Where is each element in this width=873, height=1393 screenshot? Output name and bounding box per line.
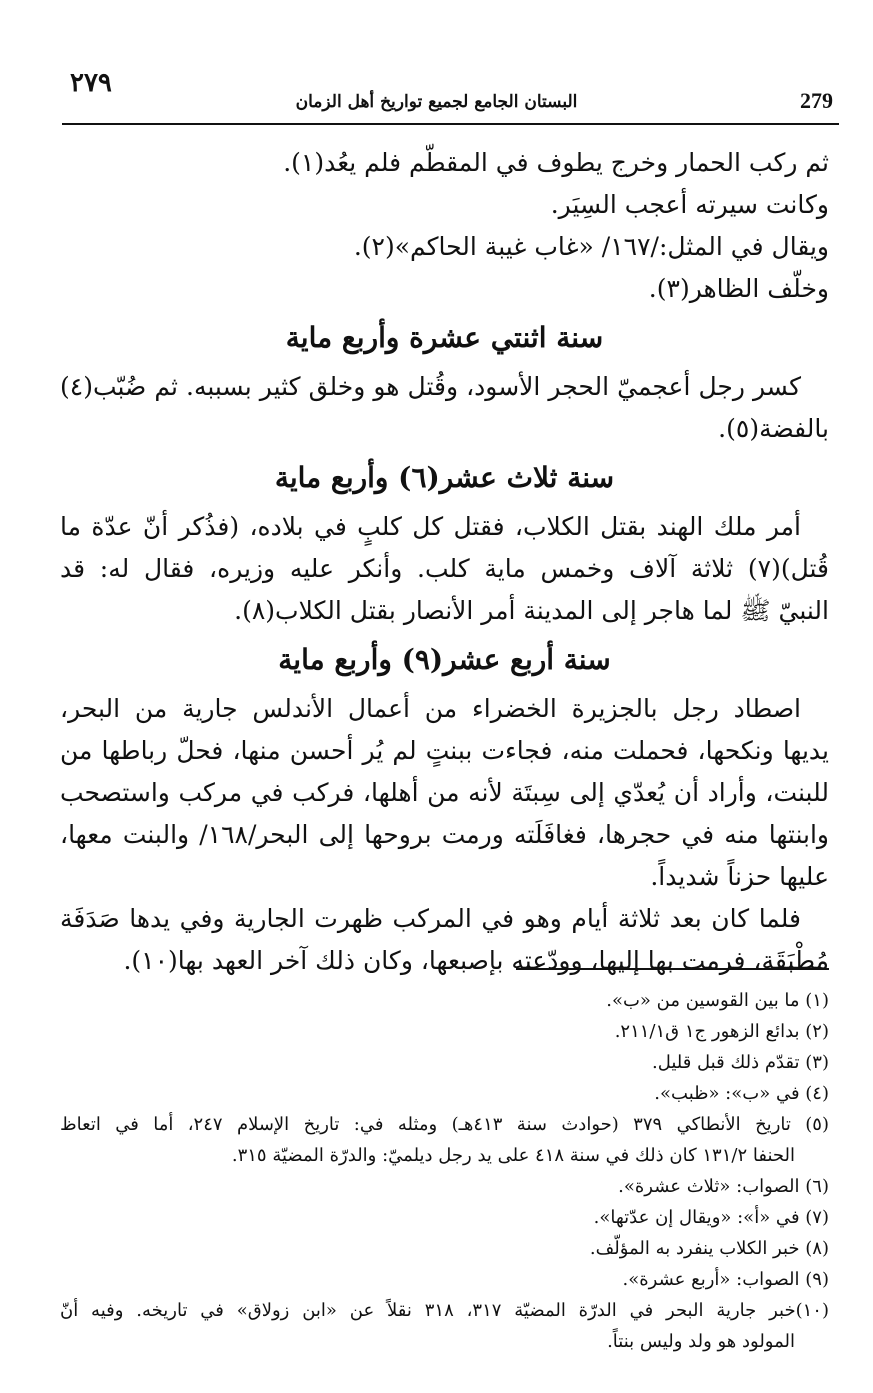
- text-line: يديها ونكحها، فحملت منه، فجاءت ببنتٍ لم يُر أحسن منها، فحلّ رباطها من: [60, 736, 829, 765]
- section-heading: سنة ثلاث عشر(٦) وأربع ماية: [274, 461, 615, 494]
- text-line: وخلّف الظاهر(٣).: [648, 274, 829, 303]
- text-line: عليها حزناً شديداً.: [650, 862, 829, 891]
- footnote: (١٠)خبر جارية البحر في الدرّة المضيّة ٣١٧، ٣١٨ نقلاً عن «ابن زولاق» في تاريخه. وفيه أنّ: [60, 1300, 829, 1321]
- footnote: (٢) بدائع الزهور ج١ ق٢١١/١.: [614, 1021, 829, 1042]
- footnote: (٥) تاريخ الأنطاكي ٣٧٩ (حوادث سنة ٤١٣هـ) ومثله في: تاريخ الإسلام ٢٤٧، أما في اتعاظ: [60, 1114, 829, 1135]
- footnote-continuation: الحنفا ١٣١/٢ كان ذلك في سنة ٤١٨ على يد رجل ديلميّ: والدرّة المضيّة ٣١٥.: [231, 1145, 795, 1166]
- footnote: (٧) في «أ»: «ويقال إن عدّتها».: [593, 1207, 829, 1228]
- text-line: أمر ملك الهند بقتل الكلاب، فقتل كل كلبٍ في بلاده، (فذُكر أنّ عدّة ما: [60, 512, 801, 541]
- text-line: ويقال في المثل:/١٦٧/ «غاب غيبة الحاكم»(٢).: [353, 232, 829, 261]
- footnote: (٤) في «ب»: «ظبب».: [654, 1083, 829, 1104]
- text-line: اصطاد رجل بالجزيرة الخضراء من أعمال الأندلس جارية من البحر،: [60, 694, 801, 723]
- text-line: كسر رجل أعجميّ الحجر الأسود، وقُتل هو وخلق كثير بسببه. ثم ضُبّب(٤): [60, 372, 801, 401]
- text-line: مُطْبَقَة، فرمت بها إليها، وودّعته بإصبعها، وكان ذلك آخر العهد بها(١٠).: [123, 946, 829, 975]
- footnote-separator: [516, 968, 829, 970]
- text-line: فلما كان بعد ثلاثة أيام وهو في المركب ظهرت الجارية وفي يدها صَدَفَة: [60, 904, 801, 933]
- main-text: [60, 142, 829, 982]
- page-number-arabic: ٢٧٩: [70, 68, 112, 98]
- text-line: النبيّ ﷺ لما هاجر إلى المدينة أمر الأنصار بقتل الكلاب(٨).: [234, 596, 829, 625]
- text-line: وابنتها منه في حجرها، فغافَلَته ورمت بروحها إلى البحر/١٦٨/ والبنت معها،: [60, 820, 829, 849]
- footnote: (٨) خبر الكلاب ينفرد به المؤلّف.: [589, 1238, 829, 1259]
- text-line: للبنت، وأراد أن يُعدّي إلى سِبتَة لأنه من أهلها، فركب في مركب واستصحب: [60, 778, 829, 807]
- text-line: ثم ركب الحمار وخرج يطوف في المقطّم فلم يعُد(١).: [283, 148, 829, 177]
- footnote: (٣) تقدّم ذلك قبل قليل.: [651, 1052, 829, 1073]
- header-rule: [62, 123, 839, 125]
- footnote-continuation: المولود هو ولد وليس بنتاً.: [607, 1331, 795, 1352]
- section-heading: سنة أربع عشر(٩) وأربع ماية: [278, 643, 611, 676]
- text-line: قُتل)(٧) ثلاثة آلاف وخمس ماية كلب. وأنكر عليه وزيره، فقال له: قد: [60, 554, 829, 583]
- running-header-title: البستان الجامع لجميع تواريخ أهل الزمان: [295, 92, 578, 112]
- footnote: (٩) الصواب: «أربع عشرة».: [622, 1269, 829, 1290]
- text-line: وكانت سيرته أعجب السِيَر.: [550, 190, 829, 219]
- footnotes: [60, 985, 829, 1357]
- footnote: (١) ما بين القوسين من «ب».: [606, 990, 829, 1011]
- page-number-latin: 279: [800, 88, 833, 113]
- text-line: بالفضة(٥).: [718, 414, 829, 443]
- section-heading: سنة اثنتي عشرة وأربع ماية: [285, 321, 604, 354]
- footnote: (٦) الصواب: «ثلاث عشرة».: [618, 1176, 829, 1197]
